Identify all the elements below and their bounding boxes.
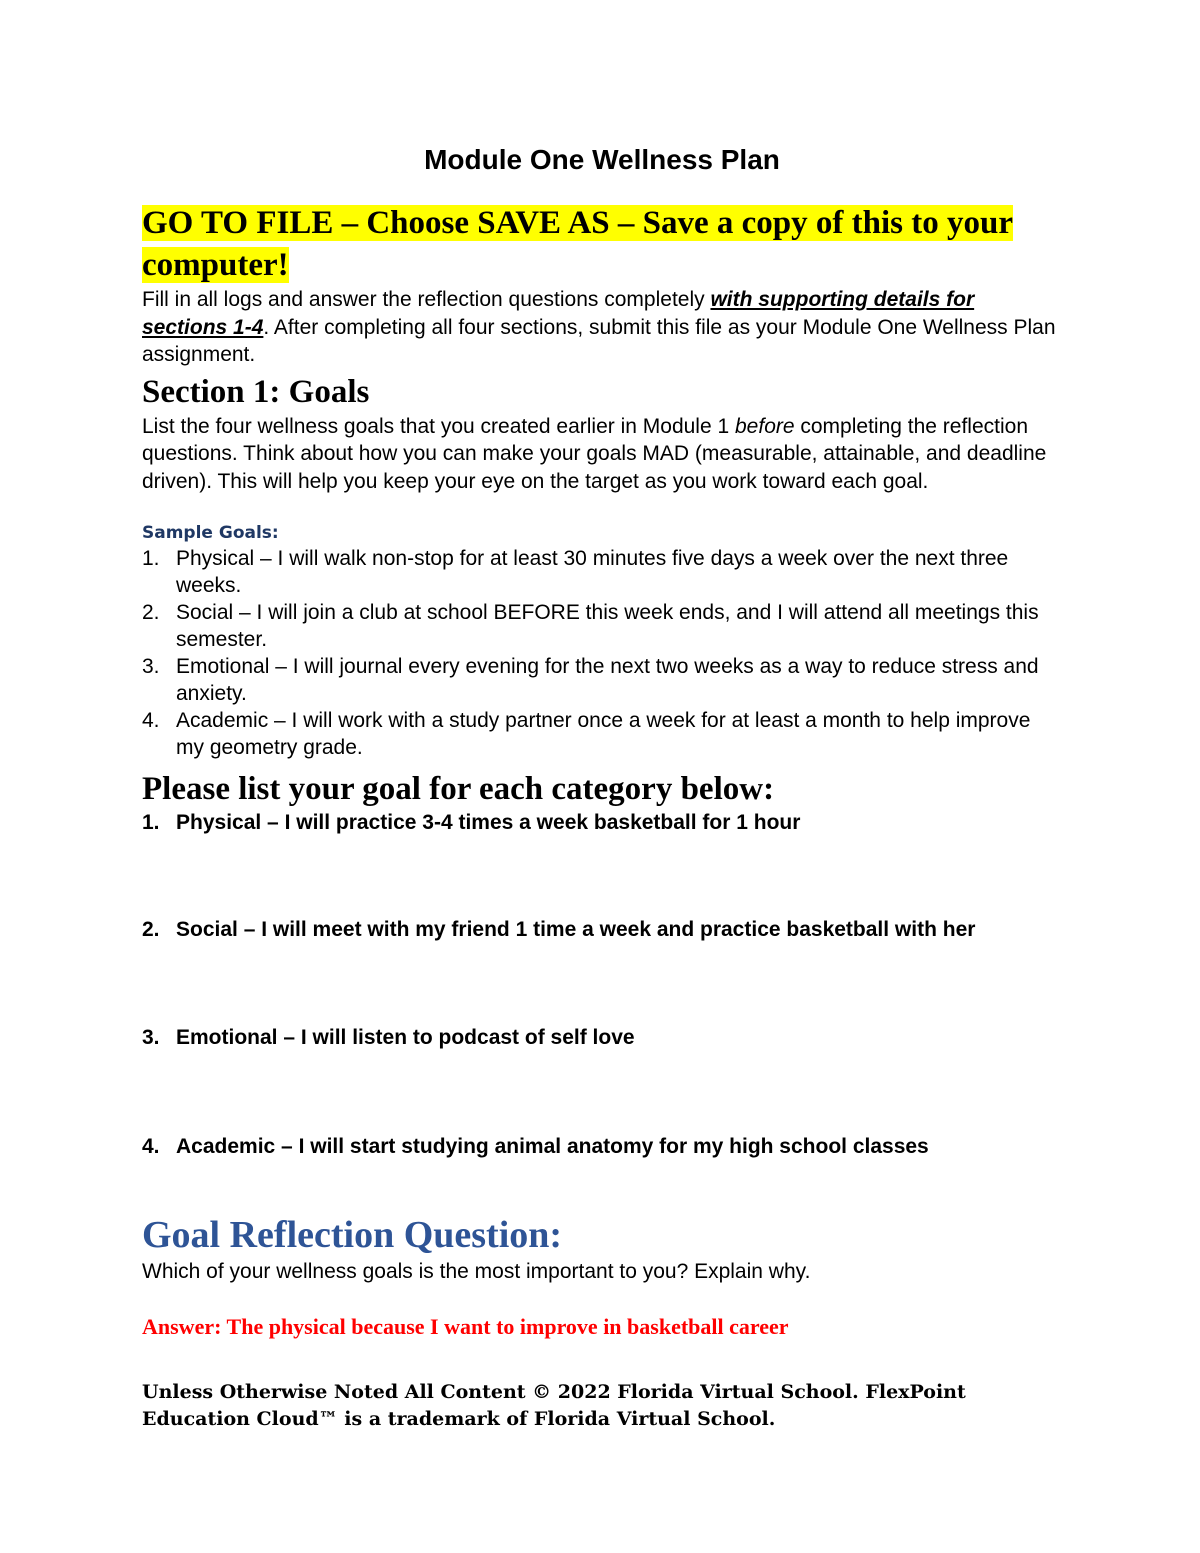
goal-text: Physical – I will practice 3-4 times a week basketball for 1 hour — [176, 811, 801, 834]
sample-goal-item — [142, 545, 1062, 599]
reflection-answer[interactable]: Answer: The physical because I want to improve in basketball career — [142, 1314, 789, 1339]
sample-goal-item — [142, 653, 1062, 707]
goal-item-physical[interactable] — [142, 809, 1062, 836]
goal-item-academic[interactable] — [142, 1133, 1062, 1160]
section-1-heading: Section 1: Goals — [142, 373, 370, 410]
goal-text: Emotional – I will listen to podcast of self love — [176, 1026, 635, 1049]
section-1-text-post: completing the reflection questions. Think about how you can make your goals MAD (measurable, attainable, and deadline driven). This will help you keep your eye on the target as you work toward each goal. — [142, 414, 1047, 493]
goal-number: 3. — [142, 1026, 160, 1049]
section-1-text-pre: List the four wellness goals that you created earlier in Module 1 — [142, 414, 735, 438]
sample-goal-item — [142, 707, 1062, 761]
section-1-paragraph — [142, 413, 1062, 496]
sample-goal-number: 3. — [142, 655, 160, 678]
sample-goal-text: Physical – I will walk non-stop for at least 30 minutes five days a week over the next three weeks. — [176, 547, 1009, 597]
sample-goal-number: 2. — [142, 601, 160, 624]
reflection-heading: Goal Reflection Question: — [142, 1214, 563, 1256]
sample-goal-number: 1. — [142, 547, 160, 570]
my-goals-list — [142, 809, 1062, 1160]
sample-goal-text: Emotional – I will journal every evening for the next two weeks as a way to reduce stress and anxiety. — [176, 655, 1039, 705]
reflection-question: Which of your wellness goals is the most important to you? Explain why. — [142, 1260, 811, 1283]
goal-item-emotional[interactable] — [142, 1024, 1062, 1051]
section-1-text-emphasis: before — [735, 414, 795, 438]
instructions-paragraph — [142, 286, 1062, 369]
goal-item-social[interactable] — [142, 916, 1062, 943]
sample-goals-list — [142, 545, 1062, 761]
instructions-emphasis: with supporting details for sections 1-4 — [142, 288, 975, 339]
save-instruction-banner — [142, 202, 1062, 286]
sample-goal-item — [142, 599, 1062, 653]
goal-number: 4. — [142, 1135, 160, 1158]
document-title: Module One Wellness Plan — [424, 144, 780, 175]
document-page — [142, 140, 1062, 1433]
instructions-text-pre: Fill in all logs and answer the reflection questions completely — [142, 288, 711, 311]
instructions-text-post: . After completing all four sections, submit this file as your Module One Wellness Plan assignment. — [142, 315, 1056, 366]
copyright-footer: Unless Otherwise Noted All Content © 2022 Florida Virtual School. FlexPoint Education Cloud™ is a trademark of Florida Virtual School. — [142, 1381, 966, 1430]
goal-text: Social – I will meet with my friend 1 time a week and practice basketball with her — [176, 918, 976, 941]
goal-text: Academic – I will start studying animal anatomy for my high school classes — [176, 1135, 929, 1158]
goal-number: 1. — [142, 811, 160, 834]
save-instruction-highlight: GO TO FILE – Choose SAVE AS – Save a copy of this to your computer! — [142, 205, 1013, 283]
sample-goals-label: Sample Goals: — [142, 523, 279, 543]
sample-goal-number: 4. — [142, 709, 160, 732]
sample-goal-text: Social – I will join a club at school BEFORE this week ends, and I will attend all meetings this semester. — [176, 601, 1039, 651]
goal-list-heading: Please list your goal for each category below: — [142, 771, 775, 807]
goal-number: 2. — [142, 918, 160, 941]
sample-goal-text: Academic – I will work with a study partner once a week for at least a month to help improve my geometry grade. — [176, 709, 1031, 759]
